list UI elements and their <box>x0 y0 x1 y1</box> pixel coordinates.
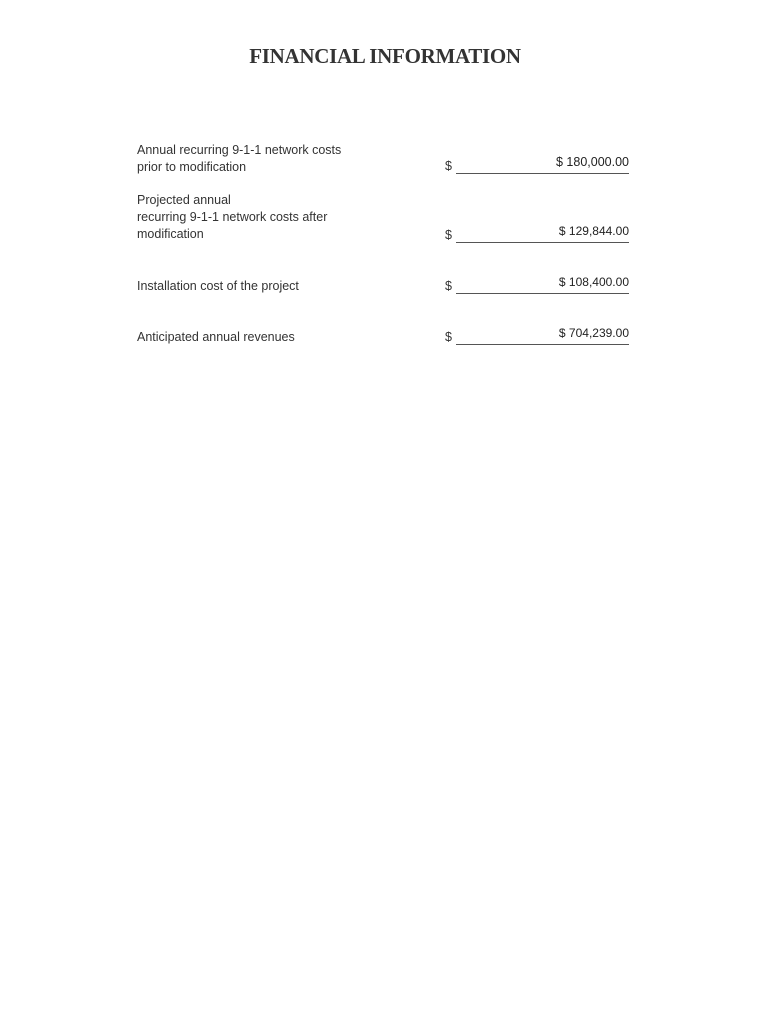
currency-symbol: $ <box>445 330 452 344</box>
anticipated-revenues-label <box>137 329 367 346</box>
projected-annual-costs-value[interactable]: $ 129,844.00 <box>558 224 629 238</box>
currency-symbol: $ <box>445 279 452 293</box>
projected-annual-costs-label <box>137 192 367 243</box>
installation-cost-label <box>137 278 367 295</box>
currency-symbol: $ <box>445 159 452 173</box>
label-line: Annual recurring 9-1-1 network costs <box>137 143 342 157</box>
anticipated-revenues-value[interactable]: $ 704,239.00 <box>558 326 629 340</box>
label-line: prior to modification <box>137 160 247 174</box>
label-line: Projected annual <box>137 193 231 207</box>
label-line: Installation cost of the project <box>137 279 299 293</box>
label-line: Anticipated annual revenues <box>137 330 295 344</box>
page-title: FINANCIAL INFORMATION <box>249 44 521 68</box>
label-line: modification <box>137 227 204 241</box>
currency-symbol: $ <box>445 228 452 242</box>
annual-recurring-costs-field-line <box>456 173 629 174</box>
installation-cost-value[interactable]: $ 108,400.00 <box>558 275 629 289</box>
annual-recurring-costs-value[interactable]: $ 180,000.00 <box>556 155 629 169</box>
projected-annual-costs-field-line <box>456 242 629 243</box>
annual-recurring-costs-label <box>137 142 367 176</box>
anticipated-revenues-field-line <box>456 344 629 345</box>
label-line: recurring 9-1-1 network costs after <box>137 210 328 224</box>
installation-cost-field-line <box>456 293 629 294</box>
